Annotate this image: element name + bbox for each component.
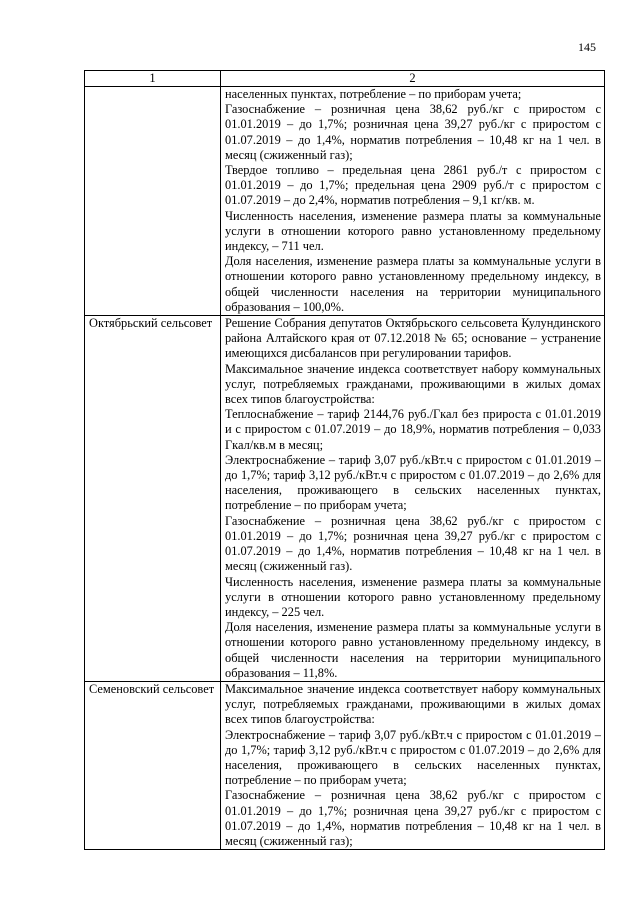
paragraph: Газоснабжение – розничная цена 38,62 руб./кг с приростом с 01.01.2019 – до 1,7%; розничная цена 39,27 руб./кг с приростом с 01.07.2019 – до 1,4%, норматив потребления – 10,48 кг на 1 чел. в месяц (сжиженный газ); xyxy=(225,788,601,848)
content-cell xyxy=(221,316,605,682)
paragraph: Численность населения, изменение размера платы за коммунальные услуги в отношении которого равно установленному предельному индексу, – 711 чел. xyxy=(225,208,601,254)
paragraph: Максимальное значение индекса соответствует набору коммунальных услуг, потребляемых гражданами, проживающими в жилых домах всех типов благоустройства: xyxy=(225,681,601,727)
paragraph: Твердое топливо – предельная цена 2861 руб./т с приростом с 01.01.2019 – до 1,7%; предельная цена 2909 руб./т с приростом с 01.07.2019 – до 2,4%, норматив потребления – 9,1 кг/кв. м. xyxy=(225,163,601,208)
table-header-row xyxy=(85,71,605,87)
paragraph: Теплоснабжение – тариф 2144,76 руб./Гкал без прироста с 01.01.2019 и с приростом с 01.07.2019 – до 18,9%, норматив потребления – 0,033 Гкал/кв.м в месяц; xyxy=(225,407,601,452)
paragraph: Электроснабжение – тариф 3,07 руб./кВт.ч с приростом с 01.01.2019 – до 1,7%; тариф 3,12 руб./кВт.ч с приростом с 01.07.2019 – до 2,6% для населения, проживающего в сельских населенных пунктах, потребление – по приборам учета; xyxy=(225,452,601,513)
paragraph: Электроснабжение – тариф 3,07 руб./кВт.ч с приростом с 01.01.2019 – до 1,7%; тариф 3,12 руб./кВт.ч с приростом с 01.07.2019 – до 2,6% для населения, проживающего в сельских населенных пунктах, потребление – по приборам учета; xyxy=(225,727,601,788)
column-header-1: 1 xyxy=(85,71,221,87)
page-number: 145 xyxy=(578,40,596,54)
paragraph: населенных пунктах, потребление – по приборам учета; xyxy=(225,87,522,101)
tariff-table xyxy=(84,70,605,850)
table-row xyxy=(85,316,605,682)
content-cell xyxy=(221,87,605,316)
column-header-2: 2 xyxy=(221,71,605,87)
paragraph: Численность населения, изменение размера платы за коммунальные услуги в отношении которого равно установленному предельному индексу, – 225 чел. xyxy=(225,574,601,619)
paragraph: Газоснабжение – розничная цена 38,62 руб./кг с приростом с 01.01.2019 – до 1,7%; розничная цена 39,27 руб./кг с приростом с 01.07.2019 – до 1,4%, норматив потребления – 10,48 кг на 1 чел. в месяц (сжиженный газ); xyxy=(225,102,601,162)
content-cell xyxy=(221,681,605,849)
paragraph: Решение Собрания депутатов Октябрьского сельсовета Кулундинского района Алтайского края от 07.12.2018 № 65; основание – устранение имеющихся дисбалансов при регулировании тарифов. xyxy=(225,316,601,361)
table-row xyxy=(85,87,605,316)
region-cell: Октябрьский сельсовет xyxy=(85,316,221,682)
region-cell: Семеновский сельсовет xyxy=(85,681,221,849)
paragraph: Доля населения, изменение размера платы за коммунальные услуги в отношении которого равно установленному предельному индексу, в общей численности населения на территории муниципального образования – 11,8%. xyxy=(225,620,601,680)
table-row xyxy=(85,681,605,849)
paragraph: Газоснабжение – розничная цена 38,62 руб./кг с приростом с 01.01.2019 – до 1,7%; розничная цена 39,27 руб./кг с приростом с 01.07.2019 – до 1,4%, норматив потребления – 10,48 кг на 1 чел. в месяц (сжиженный газ). xyxy=(225,513,601,574)
region-cell xyxy=(85,87,221,316)
paragraph: Максимальное значение индекса соответствует набору коммунальных услуг, потребляемых гражданами, проживающими в жилых домах всех типов благоустройства: xyxy=(225,361,601,407)
paragraph: Доля населения, изменение размера платы за коммунальные услуги в отношении которого равно установленному предельному индексу, в общей численности населения на территории муниципального образования – 100,0%. xyxy=(225,254,601,314)
